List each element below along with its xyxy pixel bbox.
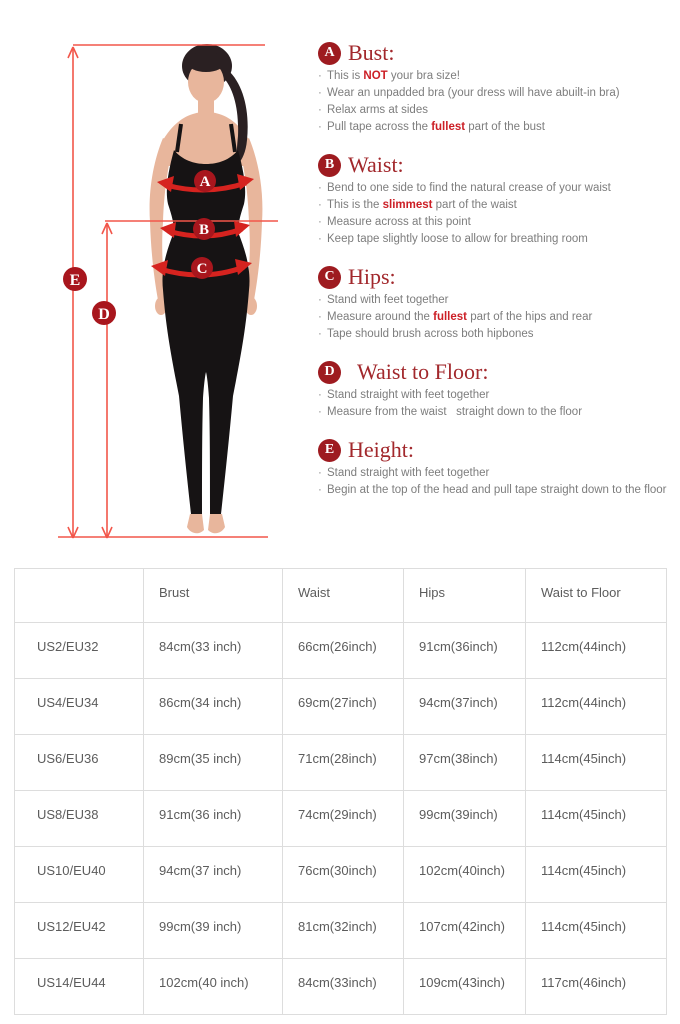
- section-height-heading: [318, 437, 670, 463]
- figure-left-foot: [187, 514, 204, 533]
- bullet-text: This is the slimmest part of the waist: [327, 199, 517, 211]
- measurement-cell: 114cm(45inch): [526, 847, 667, 903]
- measurement-cell: 117cm(46inch): [526, 959, 667, 1015]
- bullet-emphasis: slimmest: [382, 199, 433, 211]
- section-title: Waist:: [348, 152, 404, 177]
- size-label-cell: US10/EU40: [15, 847, 144, 903]
- size-label-cell: US12/EU42: [15, 903, 144, 959]
- bullet-text: Wear an unpadded bra (your dress will have abuilt-in bra): [327, 87, 620, 99]
- bullet-text: This is NOT your bra size!: [327, 70, 460, 82]
- bullet-dot: ·: [318, 328, 322, 340]
- bullet-item: [318, 182, 670, 195]
- table-row: [15, 959, 667, 1015]
- measurement-cell: 86cm(34 inch): [144, 679, 283, 735]
- measurement-cell: 91cm(36 inch): [144, 791, 283, 847]
- size-table-body: [15, 623, 667, 1015]
- bullet-emphasis: fullest: [433, 311, 467, 323]
- bullet-dot: ·: [318, 406, 322, 418]
- bust-letter-badge: A: [318, 42, 341, 65]
- figure-right-foot: [208, 514, 225, 533]
- bullet-dot: ·: [318, 294, 322, 306]
- bullet-item: [318, 121, 670, 134]
- figure-garment: [162, 150, 249, 514]
- bullet-item: [318, 233, 670, 246]
- size-label-cell: US8/EU38: [15, 791, 144, 847]
- section-title: Hips:: [348, 264, 396, 289]
- table-row: [15, 903, 667, 959]
- table-row: [15, 735, 667, 791]
- bullet-dot: ·: [318, 467, 322, 479]
- size-label-cell: US2/EU32: [15, 623, 144, 679]
- measurement-cell: 114cm(45inch): [526, 903, 667, 959]
- bullet-item: [318, 70, 670, 83]
- bullet-item: [318, 87, 670, 100]
- hips-letter-badge: C: [318, 266, 341, 289]
- bullet-text: Bend to one side to find the natural crease of your waist: [327, 182, 611, 194]
- figure-fringe: [187, 52, 225, 72]
- measurement-cell: 102cm(40 inch): [144, 959, 283, 1015]
- bullet-dot: ·: [318, 70, 322, 82]
- bullet-item: [318, 389, 670, 402]
- col-header-waist-to-floor: Waist to Floor: [526, 569, 667, 623]
- height-line: [68, 47, 78, 538]
- measurement-cell: 94cm(37 inch): [144, 847, 283, 903]
- bullet-emphasis: fullest: [431, 121, 466, 133]
- measurement-cell: 94cm(37inch): [404, 679, 526, 735]
- section-bust: [318, 40, 670, 134]
- bullet-dot: ·: [318, 233, 322, 245]
- measurement-cell: 114cm(45inch): [526, 735, 667, 791]
- waist-to-floor-line: [102, 223, 112, 538]
- bullet-text: Stand with feet together: [327, 294, 449, 306]
- size-chart-table: [14, 568, 667, 1015]
- measurement-cell: 102cm(40inch): [404, 847, 526, 903]
- col-header-hips: Hips: [404, 569, 526, 623]
- col-header-size: [15, 569, 144, 623]
- bullet-dot: ·: [318, 216, 322, 228]
- marker-e-label: E: [69, 272, 81, 289]
- measurement-cell: 112cm(44inch): [526, 623, 667, 679]
- bullet-text: Begin at the top of the head and pull tape straight down to the floor: [327, 484, 667, 496]
- marker-c: [191, 257, 213, 279]
- waist-to-floor-letter-badge: D: [318, 361, 341, 384]
- marker-e: [63, 267, 87, 291]
- height-letter-badge: E: [318, 439, 341, 462]
- section-waist: [318, 152, 670, 246]
- col-header-bust: Brust: [144, 569, 283, 623]
- measurement-cell: 97cm(38inch): [404, 735, 526, 791]
- measurement-cell: 99cm(39 inch): [144, 903, 283, 959]
- bullet-item: [318, 484, 670, 497]
- bullet-text: Measure from the waist straight down to the floor: [327, 406, 583, 418]
- bullet-text: Stand straight with feet together: [327, 467, 490, 479]
- measurement-cell: 76cm(30inch): [283, 847, 404, 903]
- measurement-cell: 89cm(35 inch): [144, 735, 283, 791]
- measurement-cell: 114cm(45inch): [526, 791, 667, 847]
- bullet-emphasis: NOT: [363, 70, 388, 82]
- bullet-item: [318, 467, 670, 480]
- bullet-dot: ·: [318, 87, 322, 99]
- bullet-dot: ·: [318, 484, 322, 496]
- measurement-cell: 109cm(43inch): [404, 959, 526, 1015]
- bullet-item: [318, 216, 670, 229]
- measurement-cell: 71cm(28inch): [283, 735, 404, 791]
- measurement-cell: 66cm(26inch): [283, 623, 404, 679]
- measurement-cell: 99cm(39inch): [404, 791, 526, 847]
- measurement-cell: 74cm(29inch): [283, 791, 404, 847]
- section-height: [318, 437, 670, 497]
- waist-letter-badge: B: [318, 154, 341, 177]
- section-title: Height:: [348, 437, 414, 462]
- table-row: [15, 679, 667, 735]
- bullet-text: Tape should brush across both hipbones: [327, 328, 534, 340]
- marker-a-label: A: [199, 174, 211, 190]
- bullet-text: Pull tape across the fullest part of the bust: [327, 121, 545, 133]
- bullet-item: [318, 104, 670, 117]
- bullet-text: Keep tape slightly loose to allow for breathing room: [327, 233, 588, 245]
- measurement-cell: 81cm(32inch): [283, 903, 404, 959]
- measurement-cell: 69cm(27inch): [283, 679, 404, 735]
- bullet-dot: ·: [318, 104, 322, 116]
- measurement-cell: 91cm(36inch): [404, 623, 526, 679]
- section-bust-heading: [318, 40, 670, 66]
- marker-a: [194, 170, 216, 192]
- measurement-figure: [0, 0, 330, 560]
- bullet-item: [318, 406, 670, 419]
- bullet-text: Relax arms at sides: [327, 104, 428, 116]
- bullet-item: [318, 328, 670, 341]
- section-hips-heading: [318, 264, 670, 290]
- bullet-text: Stand straight with feet together: [327, 389, 490, 401]
- bullet-item: [318, 311, 670, 324]
- bullet-text: Measure around the fullest part of the hips and rear: [327, 311, 593, 323]
- marker-b-label: B: [198, 222, 210, 238]
- table-header-row: [15, 569, 667, 623]
- table-row: [15, 791, 667, 847]
- table-row: [15, 847, 667, 903]
- marker-c-label: C: [196, 261, 208, 277]
- bullet-dot: ·: [318, 199, 322, 211]
- bullet-dot: ·: [318, 311, 322, 323]
- marker-d: [92, 301, 116, 325]
- section-title: Bust:: [348, 40, 395, 65]
- section-hips: [318, 264, 670, 341]
- bullet-dot: ·: [318, 121, 322, 133]
- section-title: Waist to Floor:: [357, 359, 489, 384]
- measurement-cell: 112cm(44inch): [526, 679, 667, 735]
- size-label-cell: US6/EU36: [15, 735, 144, 791]
- measuring-instructions: [318, 40, 670, 515]
- section-waist-heading: [318, 152, 670, 178]
- bullet-item: [318, 294, 670, 307]
- table-row: [15, 623, 667, 679]
- measurement-cell: 107cm(42inch): [404, 903, 526, 959]
- measurement-cell: 84cm(33 inch): [144, 623, 283, 679]
- section-waist-to-floor: [318, 359, 670, 419]
- size-label-cell: US14/EU44: [15, 959, 144, 1015]
- bullet-dot: ·: [318, 389, 322, 401]
- col-header-waist: Waist: [283, 569, 404, 623]
- marker-b: [193, 218, 215, 240]
- bullet-text: Measure across at this point: [327, 216, 471, 228]
- bullet-dot: ·: [318, 182, 322, 194]
- section-waist-to-floor-heading: [318, 359, 670, 385]
- measurement-cell: 84cm(33inch): [283, 959, 404, 1015]
- size-label-cell: US4/EU34: [15, 679, 144, 735]
- bullet-item: [318, 199, 670, 212]
- marker-d-label: D: [98, 306, 110, 323]
